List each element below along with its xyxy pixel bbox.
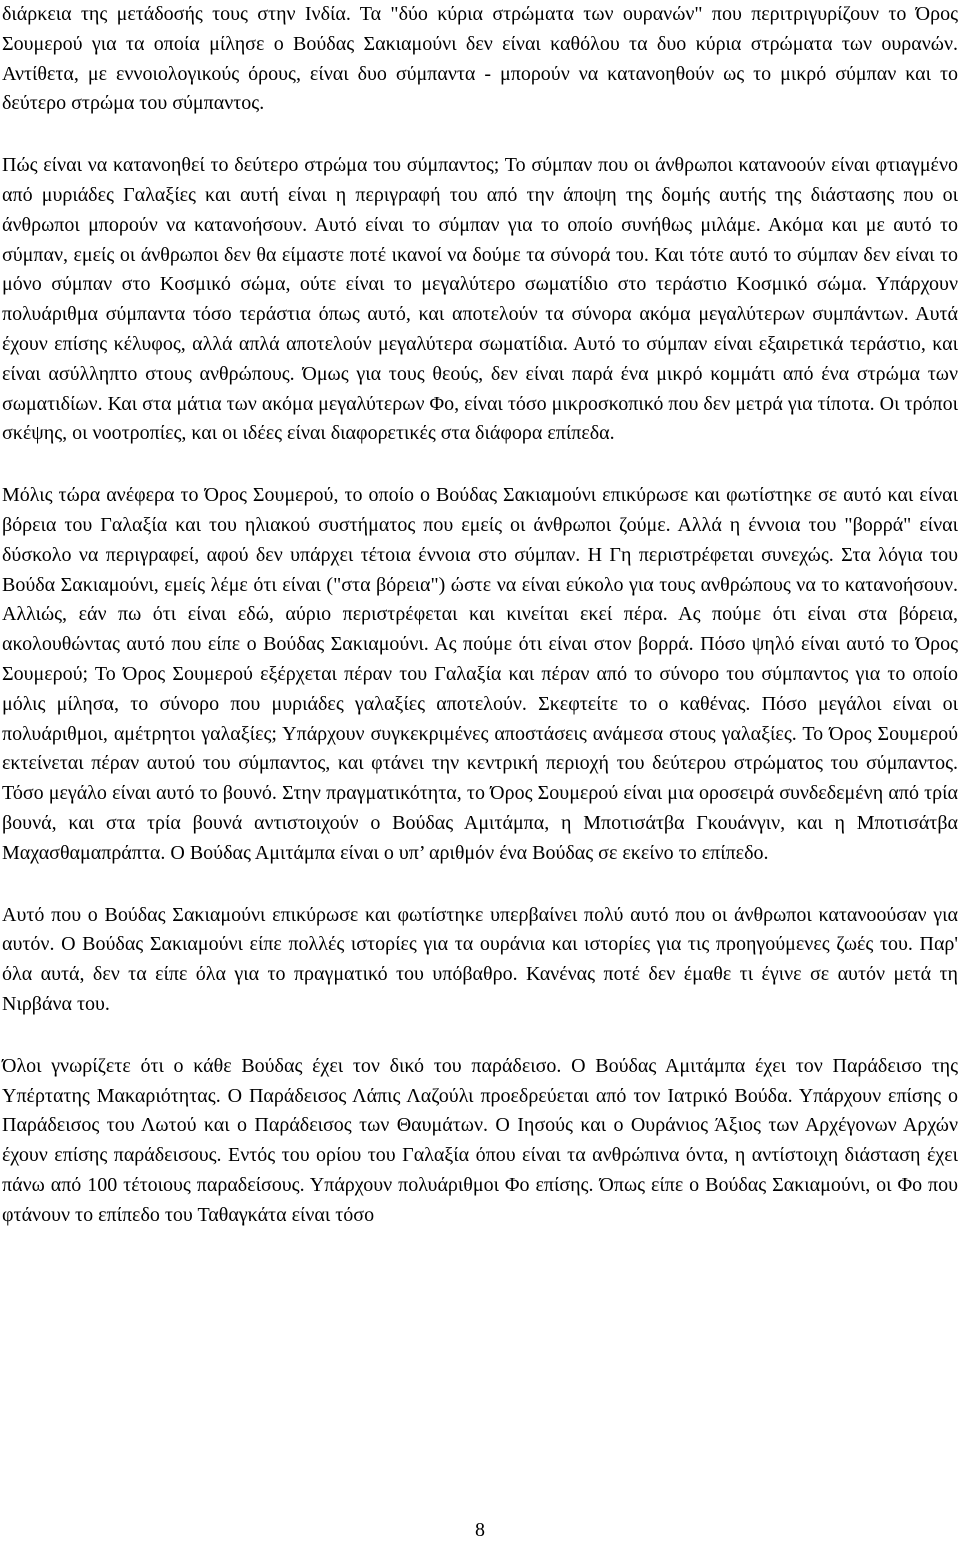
paragraph-1: διάρκεια της μετάδοσής τους στην Ινδία. Τα "δύο κύρια στρώματα των ουρανών" που περιτριγυρίζουν το Όρος Σουμερού για τα οποία μίλησε ο Βούδας Σακιαμούνι δεν είναι καθόλου τα δυο κύρια στρώματα των ουρανών. Αντίθετα, με εννοιολογικούς όρους, είναι δυο σύμπαντα - μπορούν να κατανοηθούν ως το μικρό σύμπαν και το δεύτερο στρώμα του σύμπαντος. [2,3,958,115]
document-body [2,0,958,1230]
paragraph-5: Όλοι γνωρίζετε ότι ο κάθε Βούδας έχει τον δικό του παράδεισο. Ο Βούδας Αμιτάμπα έχει τον Παράδεισο της Υπέρτατης Μακαριότητας. Ο Παράδεισος Λάπις Λαζούλι προεδρεύεται από τον Ιατρικό Βούδα. Υπάρχουν επίσης ο Παράδεισος του Λωτού και ο Παράδεισος των Θαυμάτων. Ο Ιησούς και ο Ουράνιος Άξιος των Αρχέγονων Αρχών έχουν επίσης παράδεισους. Εντός του ορίου του Γαλαξία όπου είναι τα ανθρώπινα όντα, η αντίστοιχη διάσταση έχει πάνω από 100 τέτοιους παραδείσους. Υπάρχουν πολυάριθμοι Φο επίσης. Όπως είπε ο Βούδας Σακιαμούνι, οι Φο που φτάνουν το επίπεδο του Ταθαγκάτα είναι τόσο [2,1054,958,1226]
paragraph-4: Αυτό που ο Βούδας Σακιαμούνι επικύρωσε και φωτίστηκε υπερβαίνει πολύ αυτό που οι άνθρωποι κατανοούσαν για αυτόν. Ο Βούδας Σακιαμούνι είπε πολλές ιστορίες για τα ουράνια και ιστορίες για τις προηγούμενες ζωές του. Παρ' όλα αυτά, δεν τα είπε όλα για το πραγματικό του υπόβαθρο. Κανένας ποτέ δεν έμαθε τι έγινε σε αυτόν μετά τη Νιρβάνα του. [2,903,958,1015]
paragraph-2: Πώς είναι να κατανοηθεί το δεύτερο στρώμα του σύμπαντος; Το σύμπαν που οι άνθρωποι κατανοούν είναι φτιαγμένο από μυριάδες Γαλαξίες και αυτή είναι η περιγραφή του από την άποψη της δομής αυτής της διάστασης που οι άνθρωποι μπορούν να κατανοήσουν. Αυτό είναι το σύμπαν για το οποίο συνήθως μιλάμε. Ακόμα και με αυτό το σύμπαν, εμείς οι άνθρωποι δεν θα είμαστε ποτέ ικανοί να δούμε τα σύνορά του. Και τότε αυτό το σύμπαν δεν είναι το μόνο σύμπαν στο Κοσμικό σώμα, ούτε είναι το μεγαλύτερο σωματίδιο στο τεράστιο Κοσμικό σώμα. Υπάρχουν πολυάριθμα σύμπαντα τόσο τεράστια όπως αυτό, και αποτελούν τα σύνορα ακόμα μεγαλύτερων συμπάντων. Αυτά έχουν επίσης κέλυφος, αλλά απλά αποτελούν μεγαλύτερα σωματίδια. Αυτό το σύμπαν είναι εξαιρετικά τεράστιο, και είναι ασύλληπτο στους ανθρώπους. Όμως για τους θεούς, δεν είναι παρά ένα μικρό κομμάτι από ένα στρώμα των σωματιδίων. Και στα μάτια των ακόμα μεγαλύτερων Φο, είναι τόσο μικροσκοπικό που δεν μετρά για τίποτα. Οι τρόποι σκέψης, οι νοοτροπίες, και οι ιδέες είναι διαφορετικές στα διάφορα επίπεδα. [2,154,958,445]
paragraph-3: Μόλις τώρα ανέφερα το Όρος Σουμερού, το οποίο ο Βούδας Σακιαμούνι επικύρωσε και φωτίστηκε σε αυτό και είναι βόρεια του Γαλαξία και του ηλιακού συστήματος που εμείς οι άνθρωποι ζούμε. Αλλά η έννοια του "βορρά" είναι δύσκολο να περιγραφεί, αφού δεν υπάρχει τέτοια έννοια στο σύμπαν. Η Γη περιστρέφεται συνεχώς. Στα λόγια του Βούδα Σακιαμούνι, εμείς λέμε ότι είναι ("στα βόρεια") ώστε να είναι εύκολο για τους ανθρώπους να το κατανοήσουν. Αλλιώς, εάν πω ότι είναι εδώ, αύριο περιστρέφεται και κινείται εκεί πέρα. Ας πούμε ότι είναι στα βόρεια, ακολουθώντας αυτό που είπε ο Βούδας Σακιαμούνι. Ας πούμε ότι είναι στον βορρά. Πόσο ψηλό είναι αυτό το Όρος Σουμερού; Το Όρος Σουμερού εξέρχεται πέραν του Γαλαξία και πέραν από το σύνορο του σύμπαντος για το οποίο μόλις μίλησα, το σύνορο που μυριάδες γαλαξίες αποτελούν. Σκεφτείτε το ο καθένας. Πόσο μεγάλοι είναι οι πολυάριθμοι, αμέτρητοι γαλαξίες; Υπάρχουν συγκεκριμένες αποστάσεις ανάμεσα στους γαλαξίες. Το Όρος Σουμερού εκτείνεται πέραν αυτού του σύμπαντος, και φτάνει την κεντρική περιοχή του δεύτερου στρώματος του σύμπαντος. Τόσο μεγάλο είναι αυτό το βουνό. Στην πραγματικότητα, το Όρος Σουμερού είναι μια οροσειρά συνδεδεμένη από τρία βουνά, και στα τρία βουνά αντιστοιχούν ο Βούδας Αμιτάμπα, η Μποτισάτβα Γκουάνγιν, και η Μποτισάτβα Μαχασθαμαπράπτα. Ο Βούδας Αμιτάμπα είναι ο υπ’ αριθμόν ένα Βούδας σε εκείνο το επίπεδο. [2,484,958,864]
page-number: 8 [475,1519,485,1541]
